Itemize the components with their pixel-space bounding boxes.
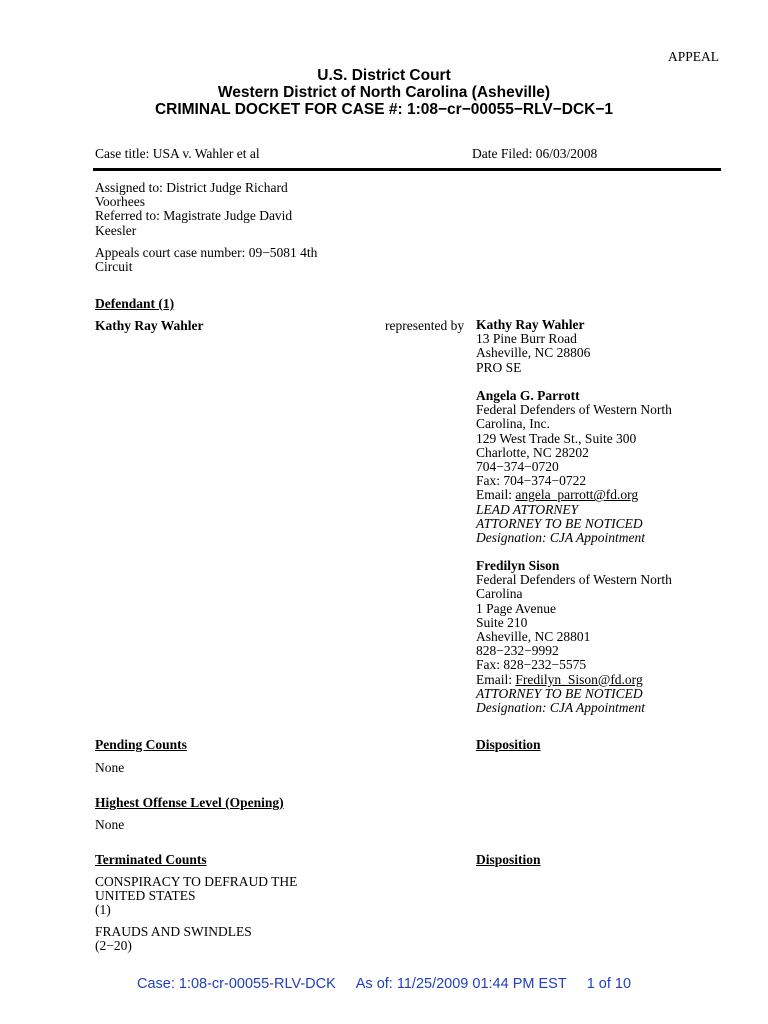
address-line: Asheville, NC 28801 [476,629,591,645]
address-line: Carolina [476,586,523,602]
footer-case: Case: 1:08-cr-00055-RLV-DCK [136,976,336,992]
phone-line: 828−232−9992 [476,643,559,659]
appeal-label: APPEAL [667,49,719,64]
email-label: Email: [476,487,516,503]
assigned-line: Assigned to: District Judge Richard [95,180,288,195]
count-line: FRAUDS AND SWINDLES [95,924,252,939]
case-title: Case title: USA v. Wahler et al [95,146,260,161]
email-line [476,488,672,502]
attorney-note: ATTORNEY TO BE NOTICED [476,515,643,531]
email-label: Email: [476,671,516,687]
defendant-name: Kathy Ray Wahler [95,318,204,333]
pending-counts-value: None [95,760,125,775]
date-filed: Date Filed: 06/03/2008 [472,146,598,161]
assigned-line: Voorhees [95,194,145,210]
address-line: Carolina, Inc. [476,416,550,432]
email-link[interactable]: Fredilyn_Sison@fd.org [515,671,643,687]
address-line: Asheville, NC 28806 [476,345,591,361]
address-line: PRO SE [476,359,522,375]
terminated-counts-heading: Terminated Counts [95,852,207,867]
footer-page-number: 1 of 10 [586,976,632,992]
count-line: (1) [95,902,111,918]
phone-line: 704−374−0720 [476,459,559,475]
appeals-line: Appeals court case number: 09−5081 4th [95,245,318,260]
court-name: U.S. District Court [317,67,451,84]
address-line: Suite 210 [476,614,528,630]
attorney-name: Fredilyn Sison [476,558,560,573]
email-line [476,673,672,687]
referred-line: Referred to: Magistrate Judge David [95,208,293,224]
terminated-disposition-heading: Disposition [476,852,541,867]
attorney-name: Kathy Ray Wahler [476,317,585,332]
header-rule [93,168,721,171]
terminated-count-item [95,875,297,918]
fax-line: Fax: 828−232−5575 [476,657,587,673]
referred-line: Keesler [95,222,137,238]
count-line: (2−20) [95,938,132,954]
attorney-name: Angela G. Parrott [476,388,580,403]
docket-title: CRIMINAL DOCKET FOR CASE #: 1:08−cr−00055−RLV−DCK−1 [154,101,614,118]
defendant-heading: Defendant (1) [95,296,175,311]
court-header [0,67,768,118]
pending-disposition-heading: Disposition [476,737,541,752]
attorney-note: Designation: CJA Appointment [476,700,645,716]
appeals-line: Circuit [95,259,133,275]
assigned-judge [95,181,292,238]
count-line: UNITED STATES [95,888,196,904]
attorney-note: LEAD ATTORNEY [476,501,579,517]
attorney-pro-se [476,318,590,375]
address-line: 13 Pine Burr Road [476,331,577,347]
address-line: Charlotte, NC 28202 [476,444,589,460]
address-line: Federal Defenders of Western North [476,572,672,588]
appeals-case-number [95,246,317,274]
represented-by-label: represented by [385,318,465,333]
highest-offense-heading: Highest Offense Level (Opening) [95,795,284,810]
attorney-parrott [476,389,672,545]
footer-timestamp: As of: 11/25/2009 01:44 PM EST [355,976,567,992]
address-line: 1 Page Avenue [476,600,556,616]
email-link[interactable]: angela_parrott@fd.org [515,487,639,503]
attorney-note: ATTORNEY TO BE NOTICED [476,685,643,701]
address-line: 129 West Trade St., Suite 300 [476,430,637,446]
attorney-sison [476,559,672,715]
pending-counts-heading: Pending Counts [95,737,187,752]
highest-offense-value: None [95,817,125,832]
fax-line: Fax: 704−374−0722 [476,473,587,489]
count-line: CONSPIRACY TO DEFRAUD THE [95,874,298,889]
page-footer [0,976,768,992]
address-line: Federal Defenders of Western North [476,402,672,418]
terminated-count-item [95,925,252,953]
district-name: Western District of North Carolina (Asheville) [217,84,551,101]
attorney-note: Designation: CJA Appointment [476,530,645,546]
